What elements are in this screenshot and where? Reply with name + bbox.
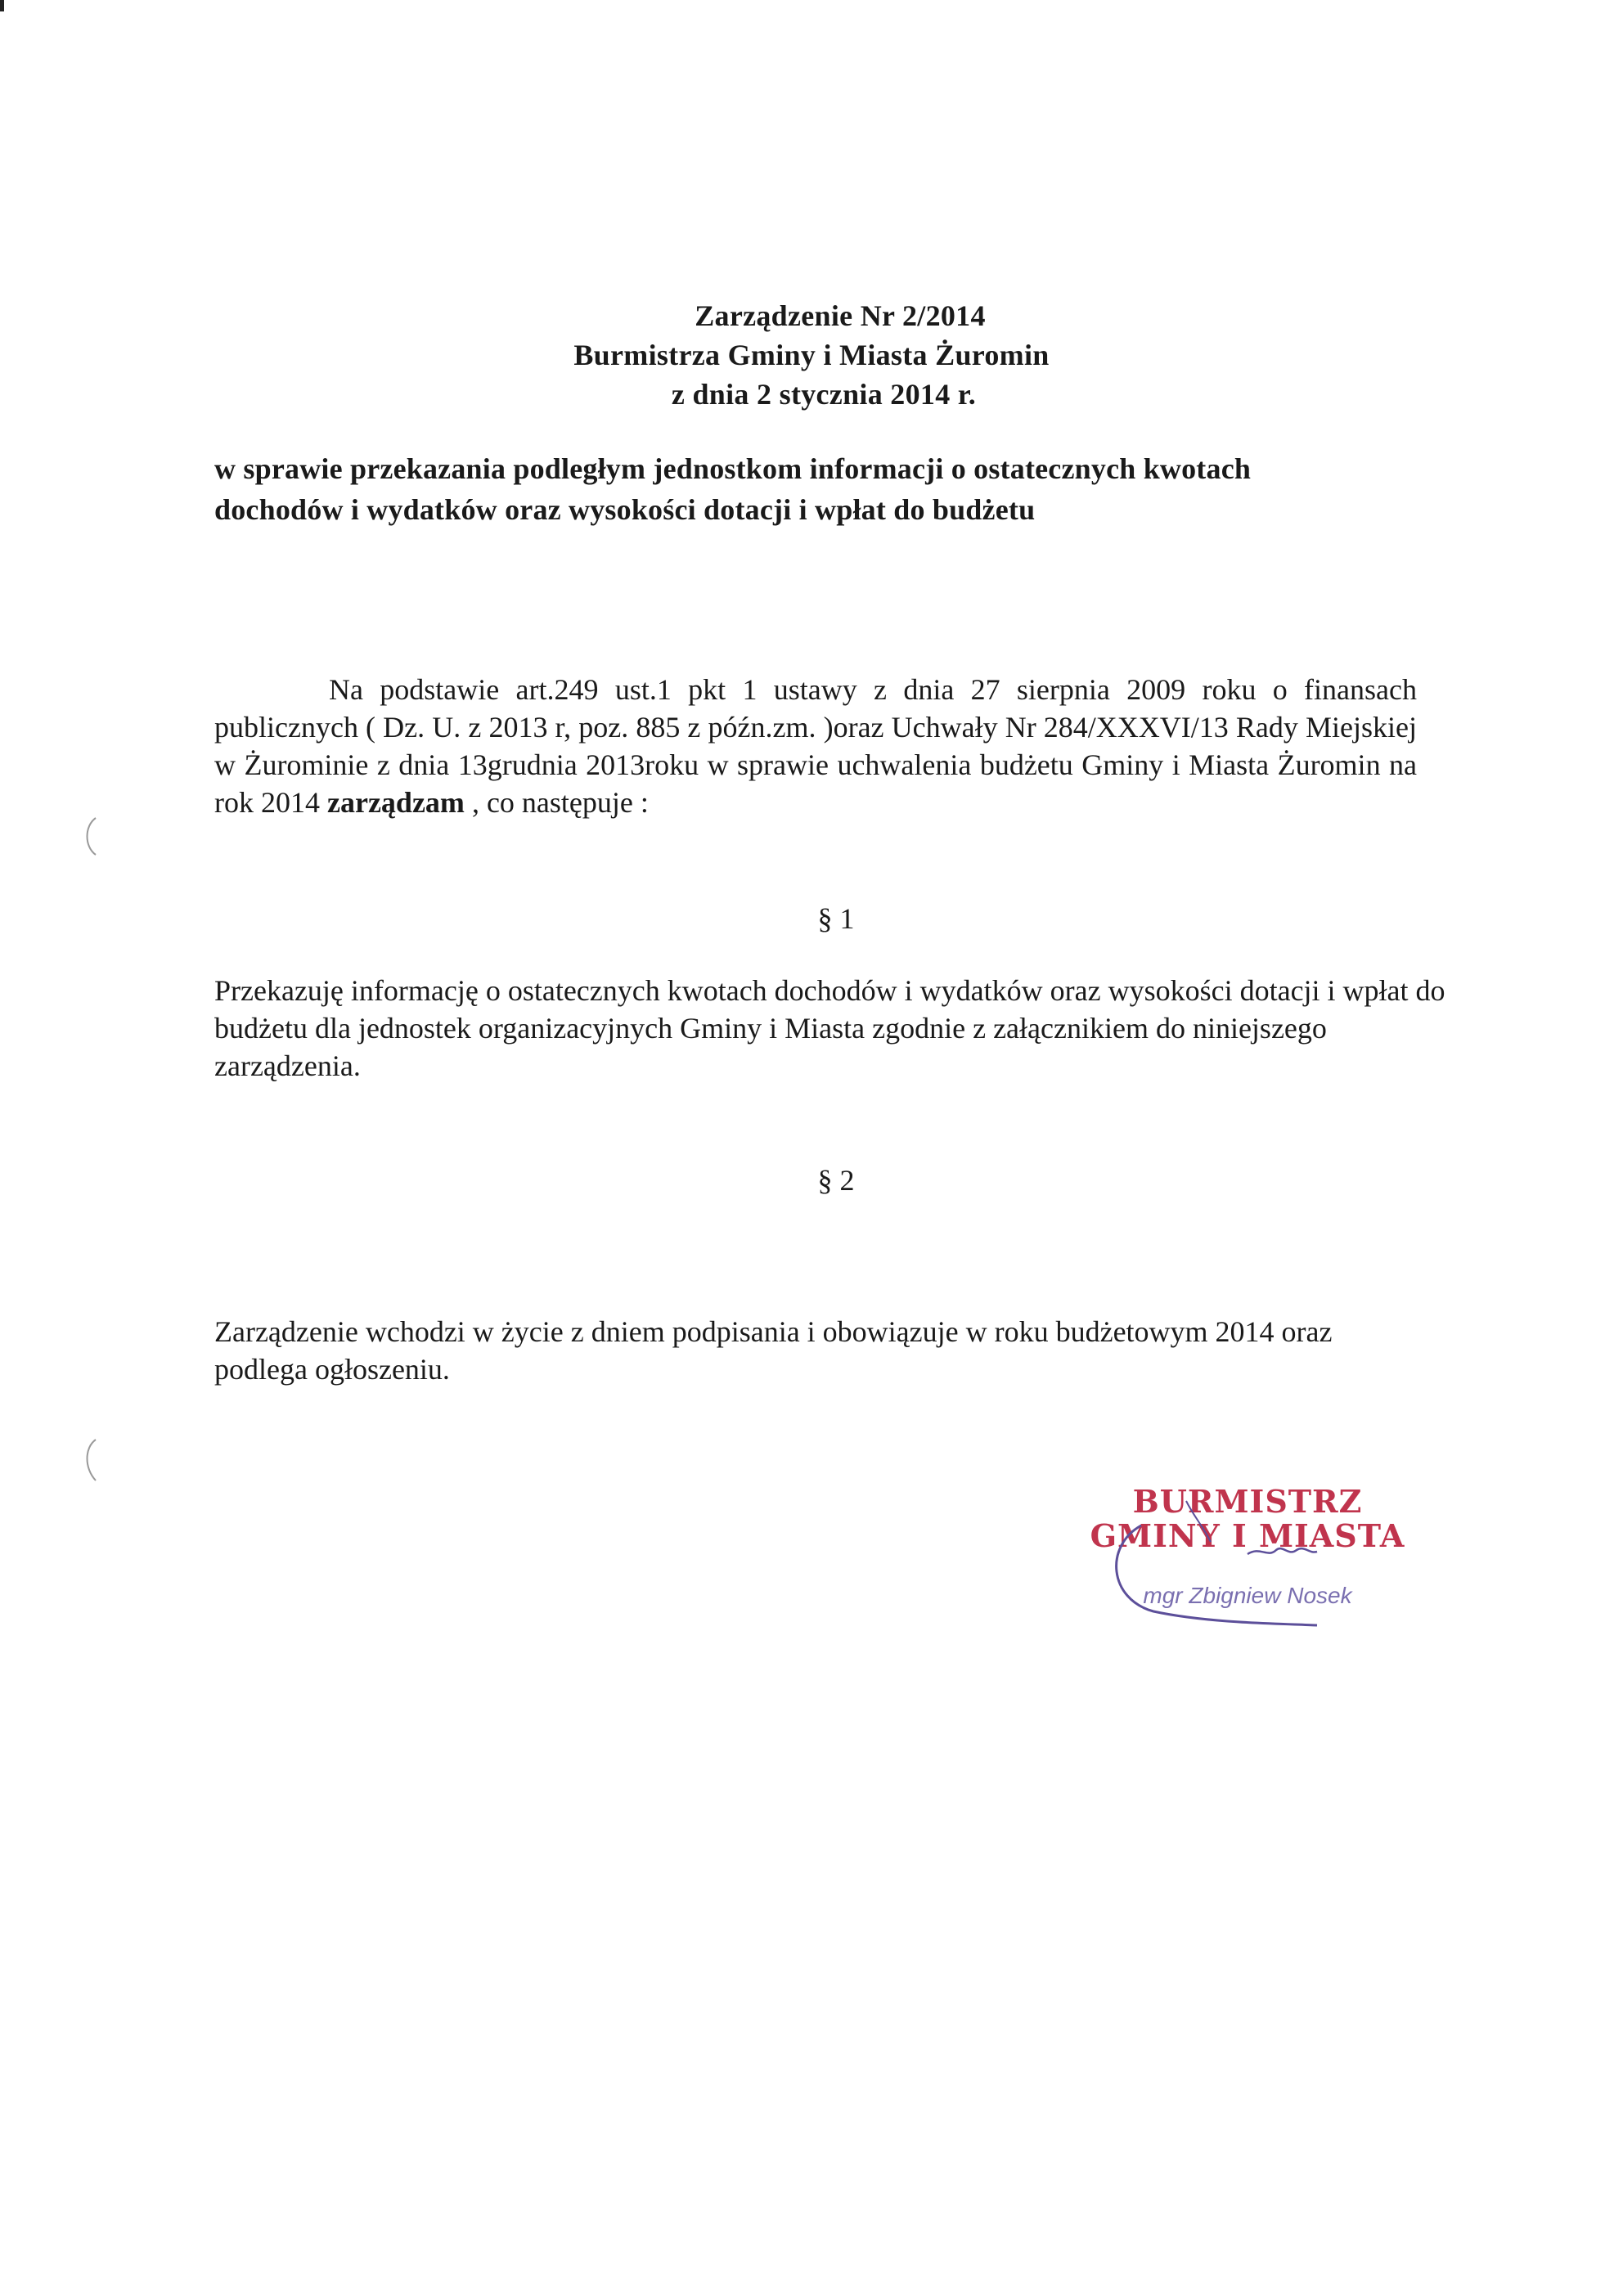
binder-hole-mark	[78, 1436, 102, 1485]
section-2-mark: § 2	[817, 1164, 855, 1197]
legal-basis-text: Na podstawie art.249 ust.1 pkt 1 ustawy z dnia 27 sierpnia 2009 roku o finansach publicznych ( Dz. U. z 2013 r, poz. 885 z późn.zm. )oraz Uchwały Nr 284/XXXVI/13 Rady Miejskiej w Żurominie z dnia 13grudnia 2013roku w sprawie uchwalenia budżetu Gminy i Miasta Żuromin na rok 2014	[214, 673, 1417, 819]
stamp-office: GMINY I MIASTA	[1090, 1517, 1405, 1554]
document-subject	[214, 448, 1441, 530]
handwritten-signature	[1072, 1468, 1399, 1640]
section-1-mark: § 1	[817, 902, 855, 935]
section-1-text: Przekazuję informację o ostatecznych kwotach dochodów i wydatków oraz wysokości dotacji i wpłat do budżetu dla jednostek organizacyjnych Gminy i Miasta zgodnie z załącznikiem do niniejszego zarządzenia.	[214, 974, 1445, 1082]
legal-basis-tail: , co następuje :	[464, 786, 649, 819]
page-edge-mark	[0, 0, 4, 11]
document-issuer: Burmistrza Gminy i Miasta Żuromin	[573, 339, 1050, 371]
document-header	[0, 296, 1623, 414]
stamp-name: mgr Zbigniew Nosek	[1143, 1583, 1352, 1608]
binder-hole-mark	[78, 814, 102, 863]
document-date: z dnia 2 stycznia 2014 r.	[671, 378, 977, 411]
legal-basis-bold: zarządzam	[327, 786, 465, 819]
section-2-text: Zarządzenie wchodzi w życie z dniem podpisania i obowiązuje w roku budżetowym 2014 oraz podlega ogłoszeniu.	[214, 1315, 1333, 1386]
subject-line-1: w sprawie przekazania podległym jednostkom informacji o ostatecznych kwotach	[214, 452, 1252, 485]
legal-basis-paragraph	[214, 671, 1417, 821]
stamp-title: BURMISTRZ	[1132, 1483, 1363, 1520]
document-title: Zarządzenie Nr 2/2014	[695, 299, 986, 332]
subject-line-2: dochodów i wydatków oraz wysokości dotacji i wpłat do budżetu	[214, 493, 1036, 526]
